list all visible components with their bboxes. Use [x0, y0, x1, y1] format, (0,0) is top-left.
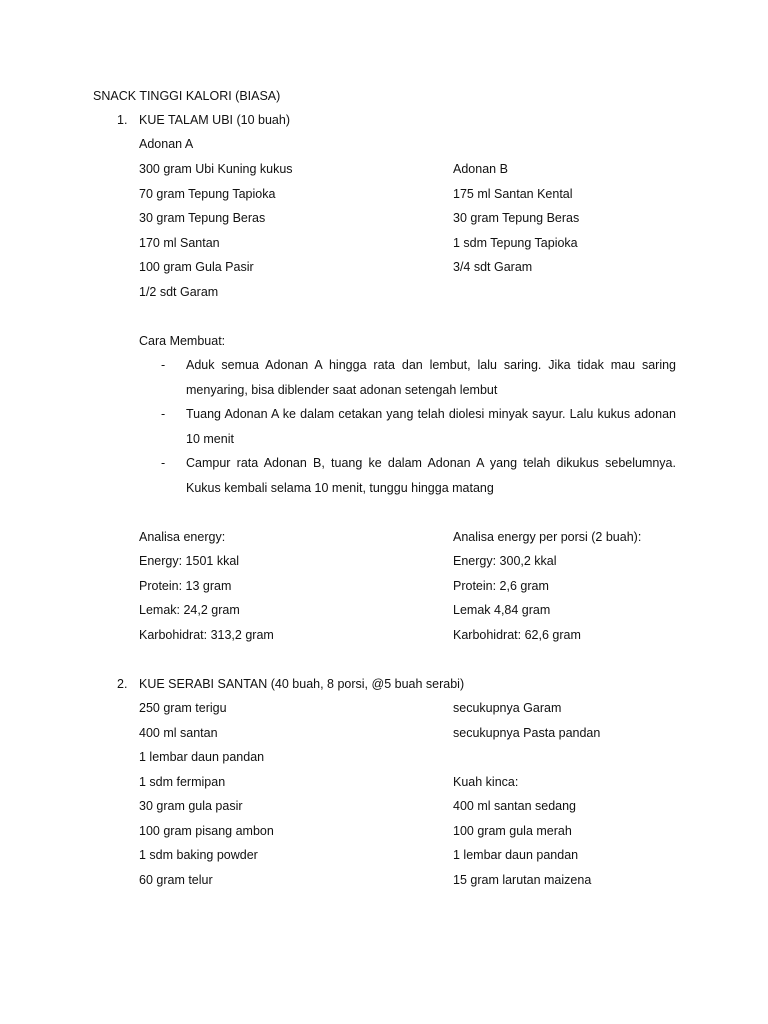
ingredient-item: 30 gram Tepung Beras [453, 211, 580, 225]
analisa-item: Protein: 13 gram [139, 579, 232, 593]
ingredient-item: 175 ml Santan Kental [453, 187, 573, 201]
analisa-item: Karbohidrat: 313,2 gram [139, 628, 274, 642]
analisa-porsi-item: Lemak 4,84 gram [453, 603, 551, 617]
ingredient-item: 1 lembar daun pandan [139, 750, 265, 764]
analisa-porsi-item: Protein: 2,6 gram [453, 579, 549, 593]
ingredient-item: 170 ml Santan [139, 236, 220, 250]
ingredient-item: 15 gram larutan maizena [453, 873, 592, 887]
step-text: Aduk semua Adonan A hingga rata dan lembut, lalu saring. Jika tidak mau saring menyaring, bisa diblender saat adonan setengah lembut [186, 358, 676, 397]
step-text: Campur rata Adonan B, tuang ke dalam Adonan A yang telah dikukus sebelumnya. Kukus kembali selama 10 menit, tunggu hingga matang [186, 456, 676, 495]
analisa-item: Lemak: 24,2 gram [139, 603, 240, 617]
kuah-kinca-label: Kuah kinca: [453, 775, 519, 789]
bullet-dash: - [161, 358, 166, 372]
ingredient-item: secukupnya Garam [453, 701, 562, 715]
ingredient-item: 70 gram Tepung Tapioka [139, 187, 276, 201]
recipe-title: KUE SERABI SANTAN (40 buah, 8 porsi, @5 buah serabi) [139, 677, 465, 691]
ingredient-item: 100 gram pisang ambon [139, 824, 274, 838]
ingredient-item: secukupnya Pasta pandan [453, 726, 601, 740]
bullet-dash: - [161, 456, 166, 470]
step-text: Tuang Adonan A ke dalam cetakan yang telah diolesi minyak sayur. Lalu kukus adonan 10 menit [186, 407, 676, 446]
analisa-label: Analisa energy: [139, 530, 226, 544]
ingredient-item: 30 gram gula pasir [139, 799, 243, 813]
ingredient-item: 1 sdm Tepung Tapioka [453, 236, 578, 250]
cara-membuat-label: Cara Membuat: [139, 334, 226, 348]
recipe-number: 1. [117, 113, 128, 127]
ingredient-item: 1 sdm fermipan [139, 775, 226, 789]
ingredient-item: 400 ml santan sedang [453, 799, 577, 813]
ingredient-item: 1 sdm baking powder [139, 848, 258, 862]
analisa-item: Energy: 1501 kkal [139, 554, 240, 568]
analisa-porsi-item: Energy: 300,2 kkal [453, 554, 557, 568]
ingredient-item: 30 gram Tepung Beras [139, 211, 266, 225]
adonan-a-label: Adonan A [139, 137, 194, 151]
ingredient-item: 400 ml santan [139, 726, 218, 740]
recipe-number: 2. [117, 677, 128, 691]
ingredient-item: 250 gram terigu [139, 701, 227, 715]
analisa-porsi-label: Analisa energy per porsi (2 buah): [453, 530, 642, 544]
adonan-b-label: Adonan B [453, 162, 508, 176]
ingredient-item: 1 lembar daun pandan [453, 848, 579, 862]
ingredient-item: 1/2 sdt Garam [139, 285, 219, 299]
ingredient-item: 100 gram Gula Pasir [139, 260, 254, 274]
ingredient-item: 3/4 sdt Garam [453, 260, 533, 274]
analisa-porsi-item: Karbohidrat: 62,6 gram [453, 628, 581, 642]
bullet-dash: - [161, 407, 166, 421]
recipe-title: KUE TALAM UBI (10 buah) [139, 113, 290, 127]
ingredient-item: 100 gram gula merah [453, 824, 572, 838]
document-title: SNACK TINGGI KALORI (BIASA) [93, 89, 281, 103]
ingredient-item: 300 gram Ubi Kuning kukus [139, 162, 293, 176]
ingredient-item: 60 gram telur [139, 873, 213, 887]
